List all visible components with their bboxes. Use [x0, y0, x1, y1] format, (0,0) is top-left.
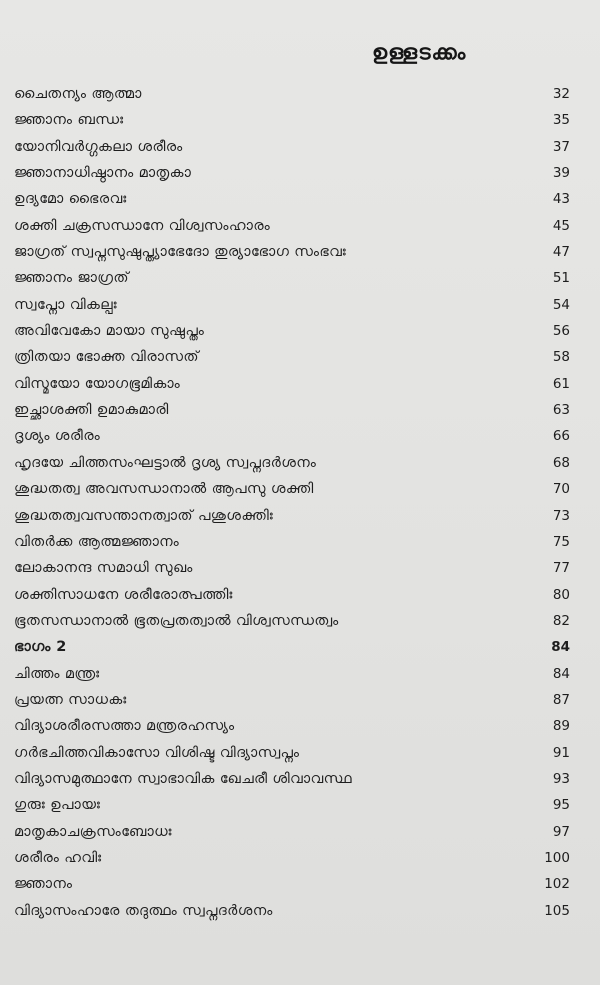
toc-entry-title: വിദ്യാശരീരസത്താ മന്ത്രരഹസ്യം [14, 718, 235, 735]
page-title: ഉള്ളടക്കം [372, 40, 467, 64]
toc-entry-title: സ്വപ്നോ വികല്പഃ [14, 296, 118, 313]
toc-entry [14, 792, 570, 818]
toc-section-heading [14, 634, 570, 660]
toc-entry-title: ത്രിതയാ ഭോക്ത വിരാസത് [14, 349, 199, 366]
toc-entry-page: 75 [552, 533, 570, 550]
toc-entry [14, 213, 570, 239]
toc-entry [14, 819, 570, 845]
toc-entry [14, 318, 570, 344]
toc-entry [14, 107, 570, 133]
toc-entry-title: ജാഗ്രത് സ്വപ്നസുഷുപ്ത്യാഭേദോ തുര്യാഭോഗ സംഭവഃ [14, 244, 347, 261]
toc-entry [14, 239, 570, 265]
toc-entry [14, 186, 570, 212]
toc-entry-title: ഗുരുഃ ഉപായഃ [14, 797, 101, 814]
toc-entry-title: ലോകാനന്ദ സമാധി സുഖം [14, 560, 193, 577]
toc-entry-page: 80 [552, 586, 570, 603]
toc-entry-title: ശരീരം ഹവിഃ [14, 849, 102, 866]
toc-entry-title: ഹൃദയേ ചിത്തസംഘട്ടാൽ ദൃശ്യ സ്വപ്നദർശനം [14, 454, 317, 471]
toc-entry-page: 91 [552, 744, 570, 761]
toc-entry [14, 740, 570, 766]
toc-entry-title: ചിത്തം മന്ത്രഃ [14, 665, 100, 682]
toc-entry [14, 713, 570, 739]
toc-entry [14, 582, 570, 608]
toc-entry-page: 66 [552, 428, 570, 445]
toc-entry-page: 102 [544, 876, 570, 893]
toc-entry-title: പ്രയത്ന സാധകഃ [14, 691, 127, 708]
toc-entry-page: 89 [552, 718, 570, 735]
toc-entry-title: ഭൂതസന്ധാനാൽ ഭൂതപ്രതത്വാൽ വിശ്വസന്ധത്വം [14, 612, 339, 629]
toc-entry-page: 35 [552, 112, 570, 129]
toc-entry [14, 661, 570, 687]
toc-entry-page: 37 [552, 138, 570, 155]
toc-entry-title: ജ്ഞാനം ജാഗ്രത് [14, 270, 129, 287]
toc-section-page: 84 [551, 639, 570, 656]
toc-entry-title: ശുദ്ധതത്വ അവസന്ധാനാൽ ആപസു ശക്തി [14, 481, 314, 498]
toc-entry [14, 397, 570, 423]
toc-entry [14, 529, 570, 555]
toc-entry-title: ഗർഭചിത്തവികാസോ വിശിഷ്ട വിദ്യാസ്വപ്നം [14, 744, 300, 761]
toc-entry-page: 73 [552, 507, 570, 524]
toc-entry-title: വിതർക്ക ആത്മജ്ഞാനം [14, 533, 180, 550]
toc-entry [14, 81, 570, 107]
toc-entry-title: ജ്ഞാനാധിഷ്ഠാനം മാതൃകാ [14, 165, 192, 182]
toc-entry-page: 39 [552, 165, 570, 182]
toc-entry-title: ചൈതന്യം ആത്മാ [14, 86, 142, 102]
toc-entry-page: 45 [552, 217, 570, 234]
toc-entry-title: മാതൃകാചക്രസംബോധഃ [14, 823, 172, 840]
toc-entry-page: 77 [552, 560, 570, 577]
toc-entry-page: 82 [552, 612, 570, 629]
toc-entry-title: ഇച്ഛാശക്തി ഉമാകുമാരി [14, 402, 169, 419]
toc-entry-page: 61 [552, 375, 570, 392]
toc-entry-title: ദൃശ്യം ശരീരം [14, 428, 101, 445]
toc-entry-title: അവിവേകോ മായാ സുഷുപ്തം [14, 323, 205, 340]
toc-entry-title: വിസ്മയോ യോഗഭൂമികാം [14, 375, 181, 392]
toc-entry [14, 845, 570, 871]
toc-entry [14, 476, 570, 502]
toc-entry-page: 105 [544, 902, 570, 919]
toc-entry [14, 134, 570, 160]
toc-entry-page: 68 [552, 454, 570, 471]
toc-entry-page: 97 [552, 823, 570, 840]
toc-entry-page: 51 [552, 270, 570, 287]
toc-entry [14, 687, 570, 713]
toc-entry-page: 100 [544, 849, 570, 866]
toc-entry-page: 95 [552, 797, 570, 814]
toc-entry [14, 344, 570, 370]
toc-entry-page: 63 [552, 402, 570, 419]
toc-entry-title: ശക്തിസാധനേ ശരീരോത്പത്തിഃ [14, 586, 233, 603]
toc-entry-title: ശുദ്ധതത്വവസന്താനത്വാത് പശുശക്തിഃ [14, 507, 274, 524]
toc-entry-title: വിദ്യാസമുത്ഥാനേ സ്വാഭാവിക ഖേചരീ ശിവാവസ്ഥ [14, 770, 352, 787]
toc-entry [14, 871, 570, 897]
toc-entry-page: 43 [552, 191, 570, 208]
toc-entry-title: വിദ്യാസംഹാരേ തദുത്ഥം സ്വപ്നദർശനം [14, 902, 273, 919]
toc-entry-page: 54 [552, 296, 570, 313]
table-of-contents [14, 81, 570, 924]
toc-entry-page: 32 [552, 86, 570, 102]
toc-entry-title: ഉദ്യമോ ഭൈരവഃ [14, 191, 127, 208]
toc-entry [14, 265, 570, 291]
toc-section-title: ഭാഗം 2 [14, 639, 67, 656]
toc-entry [14, 608, 570, 634]
toc-entry-page: 84 [552, 665, 570, 682]
toc-entry [14, 423, 570, 449]
toc-entry-title: യോനിവർഗ്ഗകലാ ശരീരം [14, 138, 183, 155]
toc-entry [14, 766, 570, 792]
toc-entry [14, 503, 570, 529]
toc-entry-page: 58 [552, 349, 570, 366]
toc-entry-page: 70 [552, 481, 570, 498]
toc-entry-title: ജ്ഞാനം [14, 876, 73, 893]
toc-entry [14, 371, 570, 397]
toc-entry [14, 292, 570, 318]
toc-entry [14, 555, 570, 581]
toc-entry [14, 450, 570, 476]
toc-entry-title: ജ്ഞാനം ബന്ധഃ [14, 112, 124, 129]
toc-entry [14, 898, 570, 924]
toc-entry-page: 47 [552, 244, 570, 261]
toc-entry-page: 87 [552, 691, 570, 708]
toc-entry [14, 160, 570, 186]
toc-entry-page: 93 [552, 770, 570, 787]
toc-entry-page: 56 [552, 323, 570, 340]
toc-entry-title: ശക്തി ചക്രസന്ധാനേ വിശ്വസംഹാരം [14, 217, 271, 234]
